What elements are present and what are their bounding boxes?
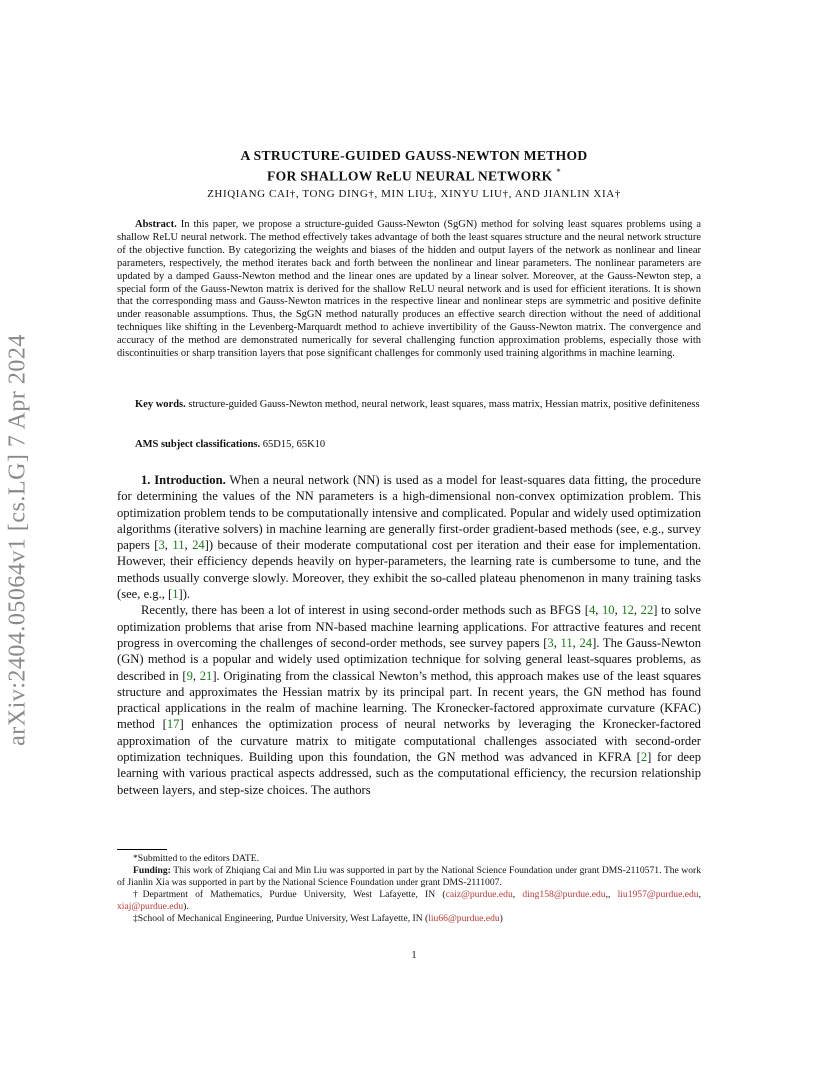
introduction-section xyxy=(117,472,701,798)
citation-link[interactable]: 11 xyxy=(560,635,573,650)
footnote-submitted: *Submitted to the editors DATE. xyxy=(133,853,260,864)
keywords-label: Key words. xyxy=(135,399,186,410)
email-link[interactable]: ding158@purdue.edu xyxy=(522,888,606,900)
footnote-affiliation-math: †Department of Mathematics, Purdue University, West Lafayette, IN (caiz@purdue.edu, ding158@purdue.edu,, liu1957@purdue.edu, xiaj@purdue.edu). xyxy=(117,888,702,912)
citation-link[interactable]: 22 xyxy=(640,603,654,618)
page-number: 1 xyxy=(411,950,417,961)
intro-paragraph-1: 1. Introduction. When a neural network (NN) is used as a model for least-squares data fitting, the procedure for determining the values of the NN parameters is a high-dimensional non-convex optimization problem. This optimization problem tends to be computationally intensive and complicated. Popular and widely used optimization algorithms (iterative solvers) in machine learning are generally first-order gradient-based methods (see, e.g., survey papers [3, 11, 24]) because of their moderate computational cost per iteration and their ease for implementation. However, their efficiency depends heavily on hyper-parameters, the learning rate is cumbersome to tune, and the methods usually converge slowly. Moreover, they exhibit the so-called plateau phenomenon in many training tasks (see, e.g., [1]). xyxy=(117,473,702,602)
citation-link[interactable]: 2 xyxy=(640,750,648,765)
footnote-funding xyxy=(117,865,701,889)
citation-link[interactable]: 24 xyxy=(192,538,205,553)
citation-link[interactable]: 3 xyxy=(547,635,554,650)
title-line-2 xyxy=(0,164,828,185)
citation-link[interactable]: 3 xyxy=(158,538,165,553)
ams-classifications xyxy=(135,439,701,450)
email-link[interactable]: liu1957@purdue.edu xyxy=(617,888,699,900)
citation-link[interactable]: 1 xyxy=(172,587,179,602)
title-footnote-mark: * xyxy=(556,167,561,177)
citation-link[interactable]: 21 xyxy=(199,668,213,683)
arxiv-id-text: arXiv:2404.05064v1 [cs.LG] 7 Apr 2024 xyxy=(4,334,31,746)
citation-link[interactable]: 10 xyxy=(601,603,615,618)
citation-link[interactable]: 17 xyxy=(166,717,180,732)
funding-label: Funding: xyxy=(133,864,171,876)
author-list: ZHIQIANG CAI†, TONG DING†, MIN LIU‡, XINYU LIU†, AND JIANLIN XIA† xyxy=(207,188,621,200)
footnotes xyxy=(117,853,701,924)
funding-text: This work of Zhiqiang Cai and Min Liu was supported in part by the National Science Foundation under grant DMS-2110571. The work of Jianlin Xia was supported in part by the National Science Foundation under grant DMS-2111007. xyxy=(117,864,702,888)
citation-link[interactable]: 11 xyxy=(172,538,185,553)
keywords-text: structure-guided Gauss-Newton method, neural network, least squares, mass matrix, Hessian matrix, positive definiteness xyxy=(188,399,700,410)
email-link[interactable]: xiaj@purdue.edu xyxy=(117,900,184,912)
title-line-1: A STRUCTURE-GUIDED GAUSS-NEWTON METHOD xyxy=(240,148,588,163)
email-link[interactable]: liu66@purdue.edu xyxy=(428,912,500,924)
citation-link[interactable]: 24 xyxy=(579,635,593,650)
abstract-text: In this paper, we propose a structure-guided Gauss-Newton (SgGN) method for solving least squares problems using a shallow ReLU neural network. The method effectively takes advantage of both the least squares structure and the neural network structure of the objective function. By categorizing the weights and biases of the hidden and output layers of the network as nonlinear and linear parameters, respectively, the method iterates back and forth between the nonlinear and linear parameters. The nonlinear parameters are updated by a damped Gauss-Newton method and the linear ones are updated by a linear solver. Moreover, at the Gauss-Newton step, a special form of the Gauss-Newton matrix is derived for the shallow ReLU neural network and is used for efficient iterations. It is shown that the corresponding mass and Gauss-Newton matrices in the respective linear and nonlinear steps are symmetric and positive definite under reasonable assumptions. Thus, the SgGN method naturally produces an effective search direction without the need of additional techniques like shifting in the Levenberg-Marquardt method to achieve invertibility of the Gauss-Newton matrix. The convergence and accuracy of the method are demonstrated numerically for several challenging function approximation problems, especially those with discontinuities or sharp transition layers that pose significant challenges for commonly used training algorithms in machine learning. xyxy=(117,219,702,360)
title-line-2-text: FOR SHALLOW ReLU NEURAL NETWORK xyxy=(266,168,553,184)
keywords xyxy=(117,399,701,412)
email-link[interactable]: caiz@purdue.edu xyxy=(445,888,513,900)
paper-title xyxy=(0,148,828,185)
abstract-label: Abstract. xyxy=(135,219,177,230)
section-heading: 1. Introduction. xyxy=(141,473,226,487)
abstract xyxy=(117,219,701,361)
ams-label: AMS subject classifications. xyxy=(135,439,261,450)
citation-link[interactable]: 9 xyxy=(186,668,193,683)
ams-text: 65D15, 65K10 xyxy=(262,439,326,450)
intro-paragraph-2: Recently, there has been a lot of interest in using second-order methods such as BFGS [4, 10, 12, 22] to solve optimization problems that arise from NN-based machine learning applications. For attractive features and recent progress in overcoming the challenges of second-order methods, see survey papers [3, 11, 24]. The Gauss-Newton (GN) method is a popular and widely used optimization technique for solving general least-squares problems, as described in [9, 21]. Originating from the classical Newton’s method, this approach makes use of the least squares structure and approximates the Hessian matrix by its principal part. In recent years, the GN method has found practical applications in the realm of machine learning. The Kronecker-factored approximate curvature (KFAC) method [17] enhances the optimization process of neural networks by leveraging the Kronecker-factored approximation of the curvature matrix to mitigate computational challenges associated with second-order optimization techniques. Building upon this foundation, the GN method was advanced in KFRA [2] for deep learning with various practical aspects addressed, such as the computational efficiency, the recursion relationship between layers, and step-size choices. The authors xyxy=(117,603,702,797)
citation-link[interactable]: 12 xyxy=(621,603,634,618)
footnote-rule xyxy=(117,849,167,850)
footnote-affiliation-mech: ‡School of Mechanical Engineering, Purdue University, West Lafayette, IN (liu66@purdue.edu) xyxy=(133,912,503,924)
citation-link[interactable]: 4 xyxy=(588,603,596,618)
